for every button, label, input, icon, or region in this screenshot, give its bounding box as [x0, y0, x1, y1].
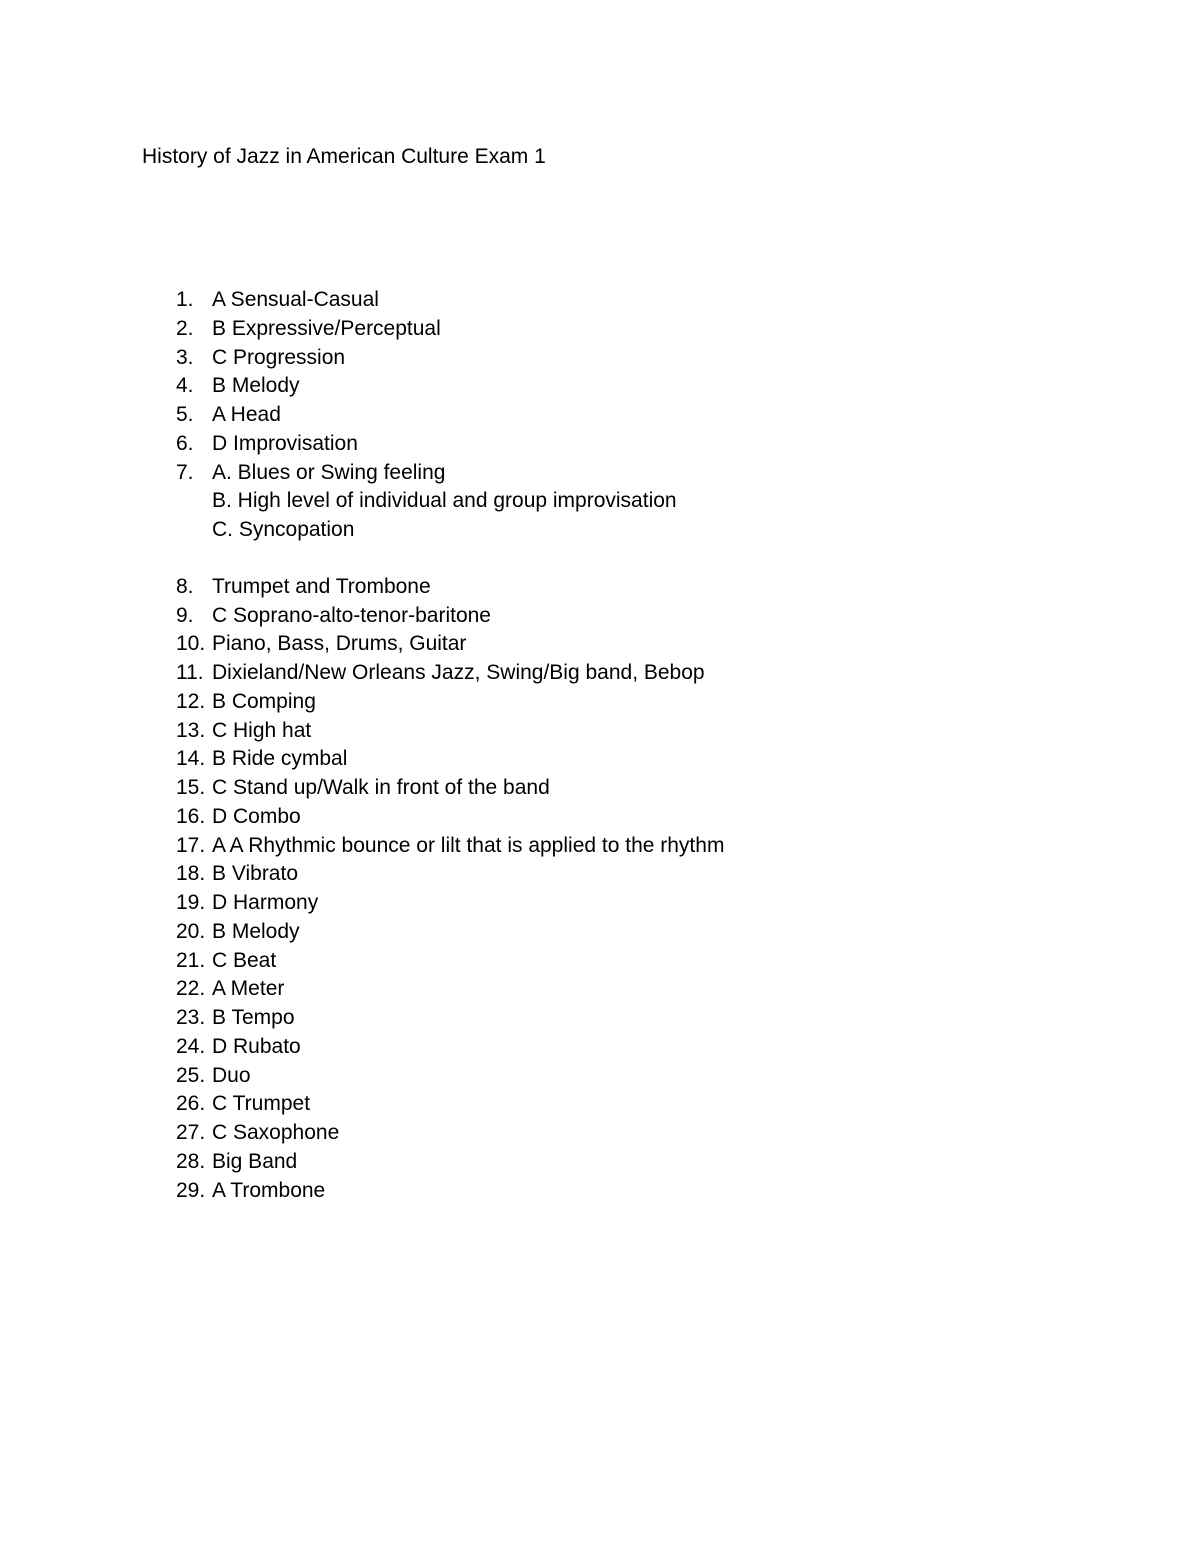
answer-text: A Head — [212, 403, 281, 426]
answer-text: Trumpet and Trombone — [212, 574, 431, 598]
answer-item — [0, 1090, 1200, 1119]
answer-item — [0, 630, 1200, 659]
answer-number: 20. — [176, 919, 206, 943]
answer-text: Big Band — [212, 1149, 298, 1173]
answer-number: 4. — [176, 374, 194, 398]
answer-number: 2. — [176, 316, 194, 340]
answer-number: 21. — [176, 948, 206, 972]
answer-number: 14. — [176, 747, 206, 771]
answer-text: C Progression — [212, 345, 346, 369]
answer-text: C Saxophone — [212, 1121, 340, 1144]
answer-number: 7. — [176, 460, 194, 484]
answer-subitem — [0, 516, 1200, 545]
answer-number: 17. — [176, 833, 206, 857]
answer-text: A Meter — [212, 977, 285, 1001]
answer-text: Duo — [212, 1063, 251, 1087]
answer-number: 27. — [176, 1121, 206, 1144]
answer-item — [0, 1119, 1200, 1148]
answer-subitem — [0, 487, 1200, 516]
answer-item — [0, 803, 1200, 832]
answer-number: 13. — [176, 718, 206, 742]
answer-number: 9. — [176, 603, 194, 627]
answer-number: 1. — [176, 288, 194, 311]
answer-item — [0, 573, 1200, 602]
answer-item — [0, 344, 1200, 373]
answer-item — [0, 860, 1200, 889]
answer-number: 8. — [176, 574, 194, 598]
answer-text: A A Rhythmic bounce or lilt that is applied to the rhythm — [212, 833, 725, 857]
answer-text: D Combo — [212, 804, 301, 828]
answer-number: 15. — [176, 776, 206, 799]
answer-item — [0, 286, 1200, 315]
answer-number: 3. — [176, 345, 194, 369]
answer-list — [0, 286, 1200, 1205]
answer-number: 10. — [176, 632, 206, 656]
answer-item — [0, 832, 1200, 861]
answer-item — [0, 372, 1200, 401]
answer-item — [0, 659, 1200, 688]
answer-item — [0, 774, 1200, 803]
answer-item — [0, 401, 1200, 430]
answer-text: D Harmony — [212, 891, 319, 914]
answer-item — [0, 688, 1200, 717]
answer-text: B Tempo — [212, 1006, 295, 1029]
answer-item — [0, 745, 1200, 774]
answer-text: B Vibrato — [212, 862, 298, 886]
answer-number: 19. — [176, 891, 206, 914]
answer-number: 11. — [176, 661, 204, 684]
answer-number: 12. — [176, 689, 206, 713]
answer-number: 22. — [176, 977, 206, 1001]
answer-item — [0, 1033, 1200, 1062]
document-title: History of Jazz in American Culture Exam 1 — [142, 145, 546, 168]
answer-number: 25. — [176, 1063, 206, 1087]
answer-item — [0, 717, 1200, 746]
answer-item — [0, 602, 1200, 631]
answer-number: 18. — [176, 862, 206, 886]
answer-item — [0, 1177, 1200, 1206]
answer-text: D Improvisation — [212, 431, 358, 455]
answer-item — [0, 430, 1200, 459]
answer-text: B Melody — [212, 374, 300, 398]
answer-number: 16. — [176, 804, 206, 828]
answer-text: C High hat — [212, 718, 312, 742]
answer-text: C Beat — [212, 948, 277, 972]
answer-item — [0, 315, 1200, 344]
answer-item — [0, 1004, 1200, 1033]
answer-text: B Expressive/Perceptual — [212, 316, 441, 340]
answer-text: A. Blues or Swing feeling — [212, 460, 446, 484]
answer-text: C Stand up/Walk in front of the band — [212, 776, 550, 799]
answer-number: 29. — [176, 1178, 206, 1202]
answer-text: C Trumpet — [212, 1092, 311, 1116]
answer-number: 24. — [176, 1034, 206, 1058]
answer-item — [0, 975, 1200, 1004]
answer-text: B Melody — [212, 919, 300, 943]
answer-number: 6. — [176, 431, 194, 455]
answer-text: Dixieland/New Orleans Jazz, Swing/Big band, Bebop — [212, 661, 705, 684]
answer-number: 26. — [176, 1092, 206, 1116]
answer-text: B Ride cymbal — [212, 747, 348, 771]
answer-item — [0, 1148, 1200, 1177]
answer-text: B. High level of individual and group improvisation — [212, 489, 677, 513]
answer-text: A Sensual-Casual — [212, 288, 379, 311]
answer-item — [0, 1062, 1200, 1091]
answer-text: C Soprano-alto-tenor-baritone — [212, 603, 491, 627]
answer-item — [0, 947, 1200, 976]
answer-text: D Rubato — [212, 1034, 301, 1058]
answer-text: B Comping — [212, 689, 316, 713]
answer-number: 28. — [176, 1149, 206, 1173]
answer-number: 5. — [176, 403, 194, 426]
answer-text: Piano, Bass, Drums, Guitar — [212, 632, 467, 656]
answer-text: C. Syncopation — [212, 518, 355, 541]
answer-number: 23. — [176, 1006, 206, 1029]
answer-item — [0, 459, 1200, 488]
answer-item — [0, 889, 1200, 918]
answer-item — [0, 918, 1200, 947]
answer-text: A Trombone — [212, 1178, 326, 1202]
